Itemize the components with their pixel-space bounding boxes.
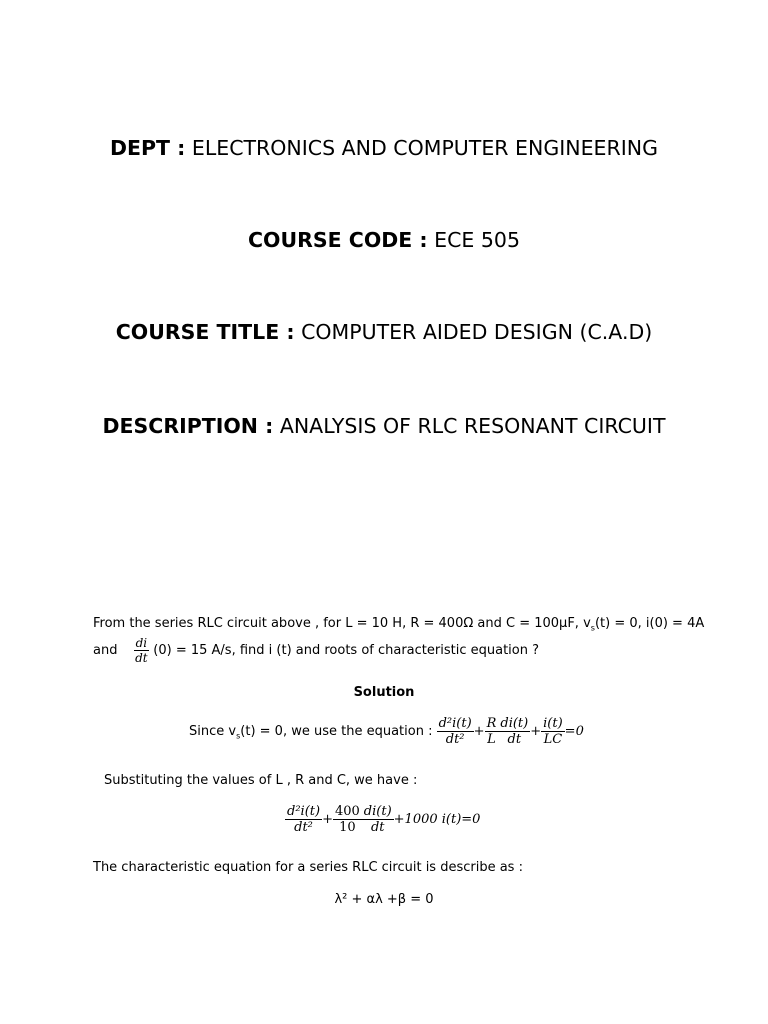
eq2-term1-num: d²i(t) <box>287 804 321 819</box>
eq1-plus1: + <box>473 724 485 739</box>
eq1-term3-den: dt <box>507 732 522 747</box>
characteristic-equation: λ² + αλ +β = 0 <box>334 892 434 907</box>
course-title-label: COURSE TITLE : <box>115 320 295 344</box>
description-line <box>0 414 768 438</box>
problem-text-c: (0) = 15 A/s, find i (t) and roots of characteristic equation ? <box>153 643 540 658</box>
eq2-term2-den: 10 <box>339 820 356 835</box>
eq1-term1-num: d²i(t) <box>438 716 472 731</box>
eq2-term3-num: di(t) <box>363 804 392 819</box>
problem-text-b: (t) = 0, i(0) = 4A <box>594 616 705 631</box>
eq1-term3-num: di(t) <box>500 716 529 731</box>
eq2-term2 <box>333 804 362 835</box>
since-line <box>189 716 584 747</box>
eq1-term4-den: LC <box>543 732 563 747</box>
dept-line <box>0 136 768 160</box>
and-word: and <box>93 643 118 658</box>
description-label: DESCRIPTION : <box>102 414 274 438</box>
eq2-term3-den: dt <box>370 820 385 835</box>
eq1-term2-num: R <box>486 716 497 731</box>
eq2-term2-num: 400 <box>334 804 360 819</box>
problem-line-1 <box>93 616 704 633</box>
course-code-label: COURSE CODE : <box>247 228 428 252</box>
eq1-term4 <box>541 716 565 747</box>
dept-label: DEPT : <box>109 136 186 160</box>
fraction-numerator: di <box>135 636 148 650</box>
problem-text-a: From the series RLC circuit above , for L = 10 H, R = 400Ω and C = 100μF, v <box>93 616 591 631</box>
since-text-b: (t) = 0, we use the equation : <box>240 724 433 739</box>
di-dt-fraction <box>134 636 150 665</box>
eq2-term1-den: dt² <box>294 820 313 835</box>
eq1-term4-num: i(t) <box>543 716 563 731</box>
eq1-term2-den: L <box>487 732 496 747</box>
eq2-term1 <box>285 804 322 835</box>
problem-subscript: s <box>590 623 595 633</box>
fraction-denominator: dt <box>135 651 148 665</box>
course-code-value: ECE 505 <box>434 228 521 252</box>
eq1-plus2: + <box>530 724 542 739</box>
eq2-term3 <box>362 804 394 835</box>
dept-value: ELECTRONICS AND COMPUTER ENGINEERING <box>191 136 659 160</box>
eq1-term3 <box>498 716 530 747</box>
eq1-rhs: =0 <box>564 724 584 739</box>
solution-heading: Solution <box>353 685 415 700</box>
substituting-line: Substituting the values of L , R and C, we have : <box>104 773 418 788</box>
eq1-term1-den: dt² <box>445 732 465 747</box>
course-title-value: COMPUTER AIDED DESIGN (C.A.D) <box>301 320 653 344</box>
eq1-term1 <box>437 716 474 747</box>
eq2-tail: +1000 i(t)=0 <box>393 812 481 827</box>
differential-equation <box>437 716 584 747</box>
problem-line-2 <box>93 636 539 665</box>
characteristic-text: The characteristic equation for a series RLC circuit is describe as : <box>93 860 523 875</box>
course-code-line <box>0 228 768 252</box>
course-title-line <box>0 320 768 344</box>
substituted-equation <box>285 804 480 835</box>
eq1-term2 <box>485 716 499 747</box>
since-subscript: s <box>236 731 241 741</box>
eq2-plus1: + <box>322 812 333 827</box>
since-text-a: Since v <box>189 724 237 739</box>
description-value: ANALYSIS OF RLC RESONANT CIRCUIT <box>279 414 666 438</box>
